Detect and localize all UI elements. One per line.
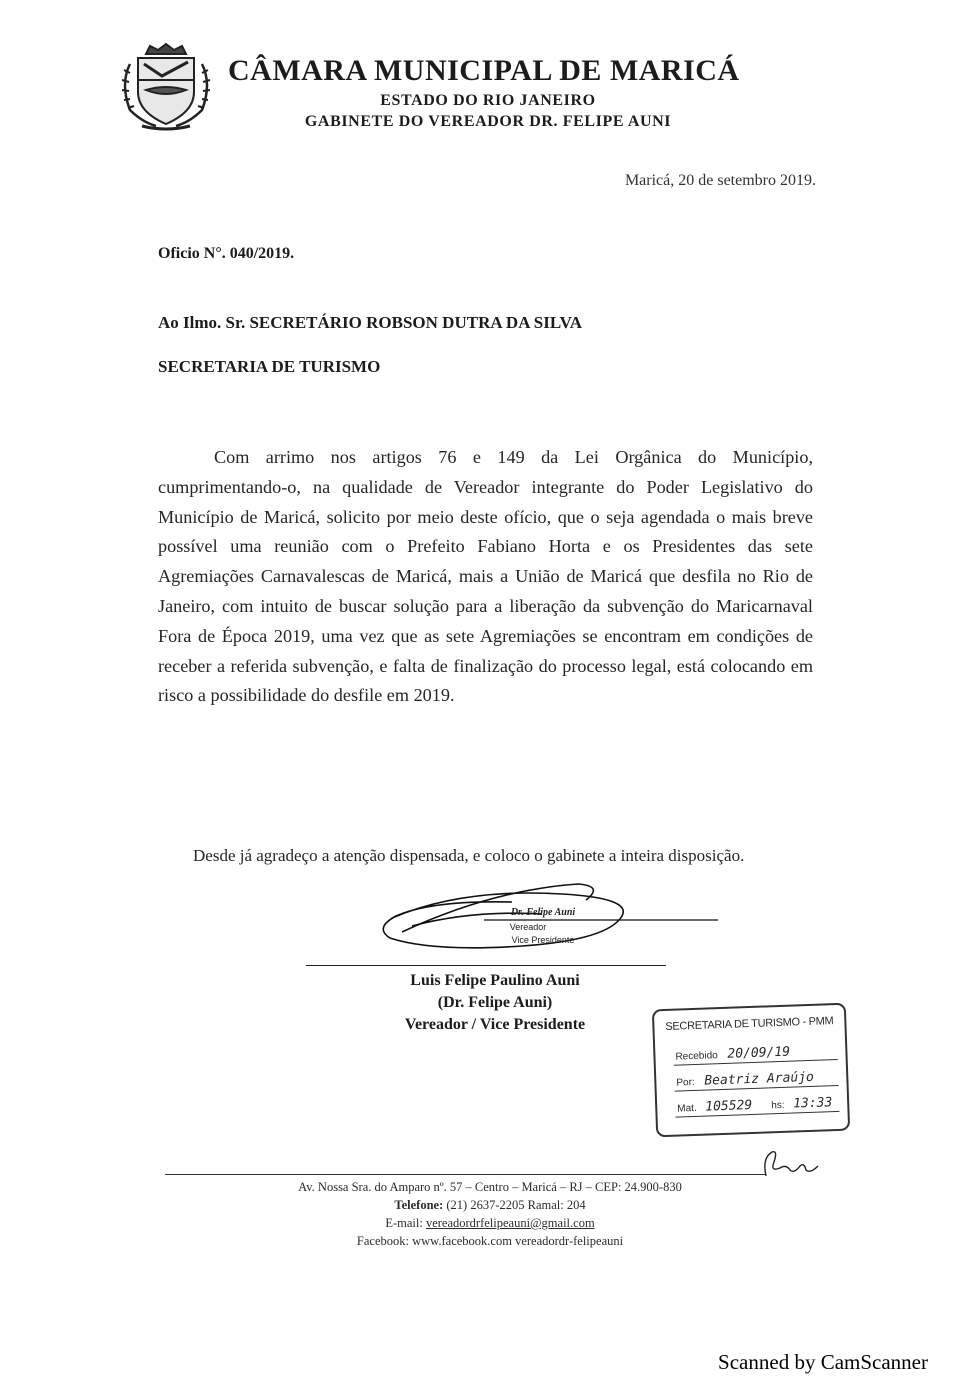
received-stamp <box>652 1003 850 1138</box>
closing-line: Desde já agradeço a atenção dispensada, e coloco o gabinete a inteira disposição. <box>193 846 745 865</box>
signature-line <box>306 965 666 966</box>
signer-position: Vereador / Vice Presidente <box>404 1016 586 1033</box>
recipient-department: SECRETARIA DE TURISMO <box>158 357 381 376</box>
state-name: ESTADO DO RIO JANEIRO <box>380 92 596 109</box>
received-by-row <box>674 1063 839 1092</box>
oficio-number: Oficio N°. 040/2019. <box>158 245 295 262</box>
received-date-row <box>673 1037 838 1066</box>
received-by-label: Por: <box>676 1076 695 1089</box>
footer-facebook <box>190 1234 790 1249</box>
office-name: GABINETE DO VEREADOR DR. FELIPE AUNI <box>304 113 672 130</box>
received-stamp-title: SECRETARIA DE TURISMO - PMM <box>665 1015 834 1033</box>
footer-facebook-label: Facebook: <box>356 1234 409 1248</box>
letter-date: Maricá, 20 de setembro 2019. <box>624 172 816 189</box>
footer-address: Av. Nossa Sra. do Amparo nº. 57 – Centro – Maricá – RJ – CEP: 24.900-830 <box>298 1180 682 1194</box>
signer-short-name: (Dr. Felipe Auni) <box>437 994 553 1011</box>
handwritten-initials <box>760 1148 822 1180</box>
letter-body: Com arrimo nos artigos 76 e 149 da Lei Orgânica do Município, cumprimentando-o, na qualidade de Vereador integrante do Poder Legislativo do Município de Maricá, solicito por meio deste ofício, que o seja agendada o mais breve possível uma reunião com o Prefeito Fabiano Horta e os Presidentes das sete Agremiações Carnavalescas de Maricá, mais a União de Maricá que desfila no Rio de Janeiro, com intuito de buscar solução para a liberação da subvenção do Maricarnaval Fora de Época 2019, uma vez que as sete Agremiações se encontram em condições de receber a referida subvenção, e falta de finalização do processo legal, está colocando em risco a possibilidade do desfile em 2019. <box>158 447 813 706</box>
footer-phone <box>190 1198 790 1213</box>
signature-stamp-role2: Vice Presidente <box>511 935 575 945</box>
council-title: CÂMARA MUNICIPAL DE MARICÁ <box>228 54 740 87</box>
footer-email <box>190 1216 790 1231</box>
handwritten-signature <box>372 880 718 960</box>
signature-stamp-name: Dr. Felipe Auni <box>510 907 576 918</box>
footer-phone-label: Telefone: <box>394 1198 444 1212</box>
signature-stamp-role: Vereador <box>509 922 547 932</box>
recipient-name: Ao Ilmo. Sr. SECRETÁRIO ROBSON DUTRA DA SILVA <box>158 313 583 332</box>
footer-facebook-link[interactable]: www.facebook.com vereadordr-felipeauni <box>412 1234 624 1248</box>
received-by-value: Beatriz Araújo <box>704 1069 815 1089</box>
coat-of-arms-crest <box>116 40 216 134</box>
footer-email-link[interactable]: vereadordrfelipeauni@gmail.com <box>425 1216 595 1230</box>
signer-full-name: Luis Felipe Paulino Auni <box>410 972 580 989</box>
footer-email-label: E-mail: <box>385 1216 423 1230</box>
footer-divider <box>165 1174 765 1175</box>
footer-phone-value: (21) 2637-2205 Ramal: 204 <box>446 1198 586 1212</box>
received-date-value: 20/09/19 <box>727 1044 791 1062</box>
received-label: Recebido <box>675 1050 718 1063</box>
registration-value: 105529 <box>705 1097 753 1115</box>
time-label: hs: <box>771 1099 785 1112</box>
received-reg-row <box>675 1089 840 1118</box>
scanner-watermark: Scanned by CamScanner <box>718 1350 928 1374</box>
registration-label: Mat. <box>677 1102 697 1115</box>
time-value: 13:33 <box>792 1095 833 1112</box>
